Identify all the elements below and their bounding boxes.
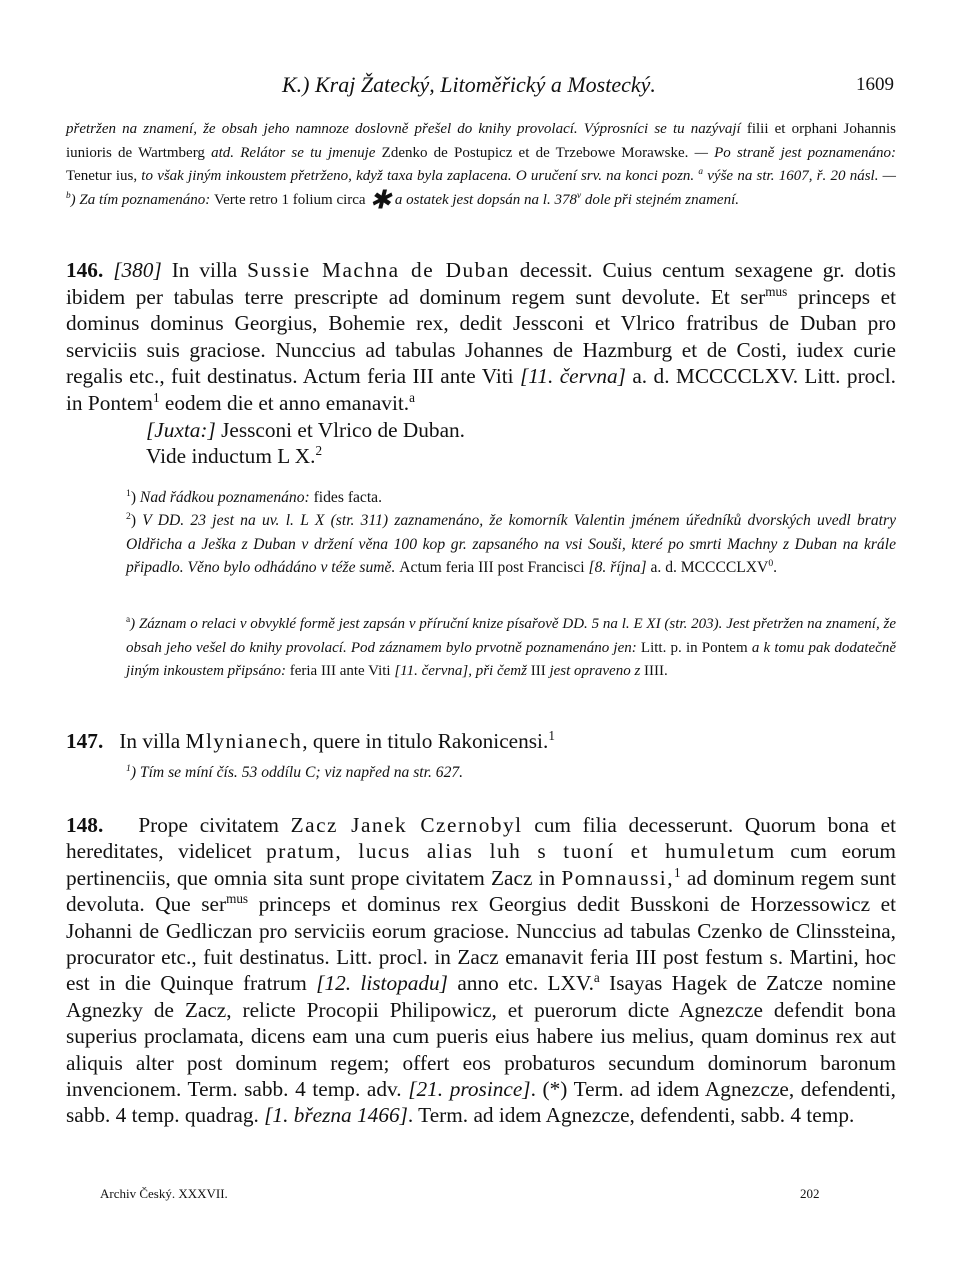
footnote-text: Zdenko de Postupicz et de Trzebowe Morawske. [381,144,689,161]
footer-series: Archiv Český. XXXVII. [100,1186,228,1201]
footnote-text: IIII [644,663,665,679]
footnote-text: — Po straně jest poznamenáno: [688,144,896,161]
footnote-text: Nad řádkou poznamenáno: [139,489,314,506]
footnote-text: V DD. 23 [142,512,207,530]
entry-text: pratum, lucus alias luh s tuoní et humuletum [266,839,776,864]
continued-footnote [66,118,897,215]
entry-text: cum filia decesserunt. Quorum bona et hereditates, videlicet [66,813,897,864]
entry-number: 146. [66,258,104,282]
footnotes-146 [66,486,896,579]
entry-text: anno etc. LXV. [447,971,594,996]
footnote-text: L X [300,512,325,530]
date-note: [11. června] [519,364,626,389]
footnote-text: Tenetur ius, [66,168,138,184]
entry-line [66,417,896,444]
entry-text: In villa [119,729,186,753]
footnote-mark: a [698,167,704,177]
footnote-text: Verte retro 1 folium circa [213,191,366,208]
page-number: 1609 [856,74,894,95]
entry-text: Zacz Janek Czernobyl [290,813,523,837]
asterisk-icon: ✱ [369,185,392,215]
footnote-text: Tím se míní čís. 53 oddílu C; viz napřed na str. 627. [139,764,464,781]
footnote-a-146 [66,613,896,684]
entry-text: cum eorum pertinenciis, que omnia sita sunt prope civitatem Zacz in [66,839,896,890]
footnote-text: dole při stejném znamení. [581,191,740,208]
footnote-text: jest na uv. l. [206,512,301,530]
footnote-mark: 2 [126,511,131,523]
footnote-mark: 1 [674,864,681,880]
entry-text: a. d. MCCCCLXV. Litt. procl. in Pontem [66,364,896,415]
footnote-147: $^1$) Tím se míní čís. 53 oddílu C; viz napřed na str. 627. [126,762,464,781]
footnote-text: fides facta. [313,489,383,506]
footnote-text: (str. 311) zaznamenáno, že komorník Valentin jménem úředníků dvorských uvedl bratry Oldřicha a Ješka z Duban v držení věna 100 kop gr. zapsaného na vsi Souši, které po smrti Machny z Duban na krále připadlo. Věno bylo odhádáno v téže sumě. [126,512,896,576]
entry-line [66,443,896,470]
footnote-text: [11. června], při čemž [390,663,531,679]
entry-text: , quere in titulo Rakonicensi. [302,729,549,753]
footnote-mark: 2 [315,443,323,459]
date-note: [21. prosince] [408,1077,531,1102]
footnote-mark: 1 [126,762,131,774]
footnote-text: [8. října] [584,558,647,576]
footnote-2: $^2$) V DD. 23 jest na uv. l. L X (str. 311) zaznamenáno, že komorník Valentin jménem úředníků dvorských uvedl bratry Oldřicha a Ješka z Duban v držení věna 100 kop gr. zapsaného na vsi Souši, které po smrti Machny z Duban na krále připadlo. Věno bylo odhádáno v téže sumě. Actum feria III post Francisci [8. října] a. d. MCCCCLXV$^0$. [126,511,896,576]
entry-147 [66,728,896,755]
date-note: [1. března 1466] [264,1103,408,1128]
footnote-text: ) Záznam o relaci v obvyklé formě jest zapsán v příruční knize písařově DD. 5 na l. [130,616,634,632]
footnote-mark: 1 [548,727,555,743]
entry-text: Sussie Machna de Duban [247,258,510,282]
footnote-text: III [530,663,546,679]
footnote-text: Litt. p. in Pontem [640,639,748,656]
footnote-text: (str. 203). Jest přetržen na znamení, že obsah jeho vešel do knihy provolací. Pod záznamem bylo prvotně poznamenáno jen: [126,616,896,656]
footnote-text: to však jiným inkoustem přetrženo, když taxa byla zaplacena. O uručení srv. na konci pozn. [137,168,699,184]
superscript: mus [765,283,788,299]
entry-text: Pomnaussi, [561,865,675,890]
footnote-mark: a [126,615,131,625]
entry-text: princeps et dominus dominus Georgius, Bohemie rex, dedit Jessconi et Vlrico fratribus de Duban pro serviciis suis graciose. Nunccius ad tabulas Johannes de Hazmburg et de Costi, iudex curie regalis etc., fuit destinatus. Actum feria III ante Viti [66,284,896,389]
superscript: 0 [768,557,774,569]
entry-number: 147. [66,729,104,753]
footer-signature: 202 [800,1186,820,1201]
footnote-text: a. d. MCCCCLXV [646,558,769,576]
entry-text: Vide inductum L X. [146,444,316,469]
footnote-text: ) Za tím poznamenáno: [70,191,214,208]
footnote-text: . [664,663,668,679]
entry-text: eodem die et anno emanavit. [159,390,410,415]
footnote-text: feria III ante Viti [289,663,391,679]
entry-number: 148. [66,813,104,837]
entry-text: Prope civitatem [138,813,291,837]
footnote-text: a ostatek jest dopsán na l. 378 [391,191,577,208]
superscript: mus [226,891,249,907]
date-note: [12. listopadu] [316,971,448,996]
entry-146 [66,257,896,470]
folio-ref: [380] [113,258,162,282]
entry-text: Jessconi et Vlrico de Duban. [215,417,465,442]
footnote-text: přetržen na znamení, že obsah jeho namnoze doslovně přešel do knihy provolací. Výprosníci se tu nazývají [66,121,741,137]
entry-text: princeps et dominus rex Georgius dedit Busskoni de Horzessowicz et Johanni de Gedliczan pro serviciis eorum graciose. Nunccius ad tabulas Czenko de Clinssteina, procurator etc., fuit destinatus. Litt. procl. in Zacz emanavit feria III post festum s. Martini, hoc est in die Quinque fratrum [66,892,896,996]
footnote-text: E XI [633,616,661,632]
footnote-mark: a [593,970,600,986]
footnote-text: jest opraveno z [545,663,645,679]
page-footer [66,1186,896,1208]
footnote-text: a k tomu pak dodatečně jiným inkoustem připsáno: [126,639,896,679]
entry-text: decessit. Cuius centum sexagene gr. dotis ibidem per tabulas terre prescripte ad dominum regem sunt devolute. Et ser [66,258,896,309]
footnote-mark: v [576,190,582,201]
footnote-text: výše na str. 1607, ř. 20 násl. — [703,168,897,184]
entry-text: . Term. ad idem Agnezcze, defendenti, sabb. 4 temp. [407,1103,855,1128]
entry-text: In villa [171,258,248,282]
footnote-mark: 1 [152,389,160,405]
entry-text: Isayas Hagek de Zatcze nomine Agnezky de Zacz, relicte Procopii Philipowicz, et puerorum dicte Agnezcze defendit bona superius proclamata, dicens eam una cum pueris eius habere ius melius, quam dominus rex aut aliquis alter post dominum regem; offert eos probaturos secundum dominorum baronum invencionem. Term. sabb. 4 temp. adv. [66,971,896,1102]
footnote-mark: b [66,190,71,201]
header-title: K.) Kraj Žatecký, Litoměřický a Mostecký. [282,72,656,97]
entry-text: ad dominum regem sunt devoluta. Que ser [66,865,896,917]
editorial-note: [Juxta:] [146,417,216,442]
footnote-a [66,613,896,684]
footnote-1: $^1$) Nad řádkou poznamenáno: fides facta. [126,487,383,506]
footnote-mark: a [409,389,415,405]
entry-text: . (*) Term. ad idem Agnezcze, defendenti, sabb. 4 temp. quadrag. [66,1077,897,1128]
entry-text: Mlynianech [185,729,303,753]
footnote-text: atd. Relátor se tu jmenuje [204,144,382,161]
entry-148 [66,812,896,1129]
footnote-text: . [773,558,778,576]
footnote-mark: 1 [126,487,131,499]
footnote-text: filii et orphani Johannis iunioris de Wartmberg [66,121,897,161]
running-header [66,72,896,102]
footnote-text: Actum feria III post Francisci [399,558,585,576]
